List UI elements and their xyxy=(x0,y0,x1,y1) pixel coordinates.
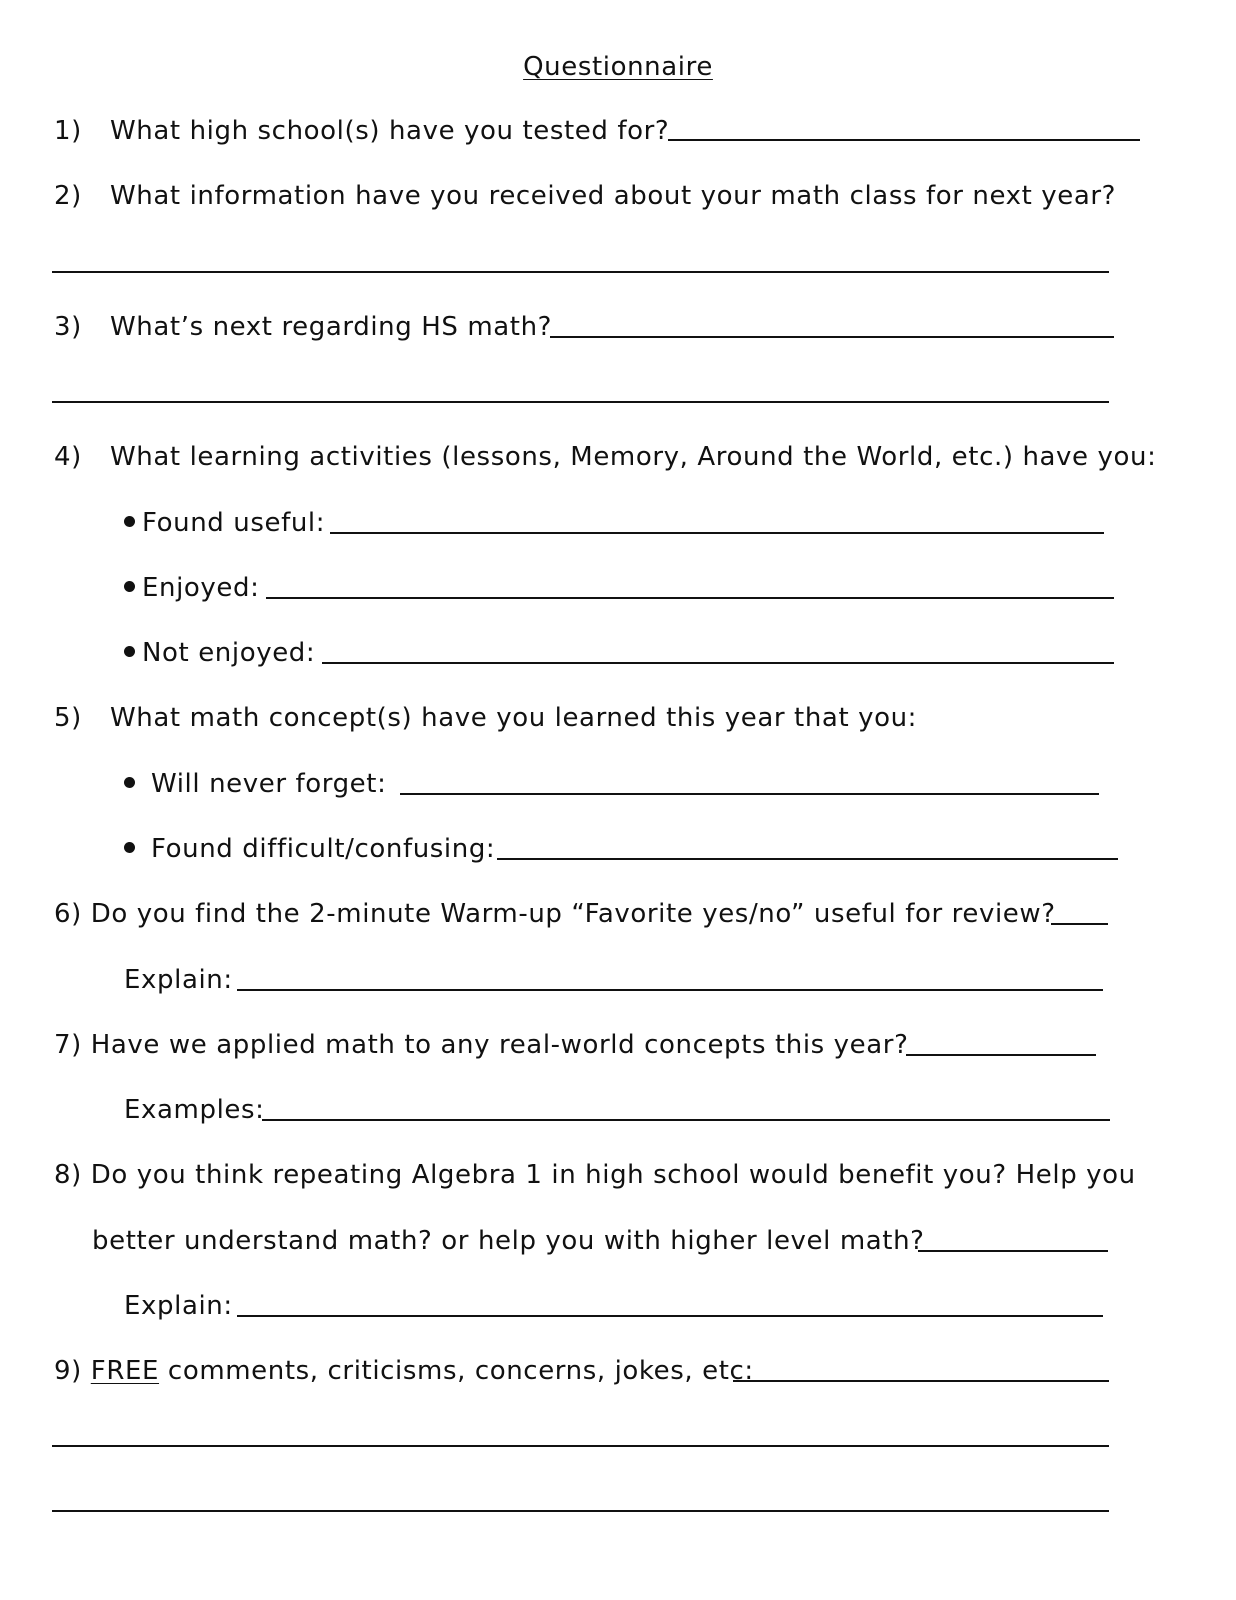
q6-explain-label: Explain: xyxy=(124,965,233,995)
answer-line-q3[interactable] xyxy=(550,336,1114,338)
bullet-icon xyxy=(124,842,135,853)
question-3-text: What’s next regarding HS math? xyxy=(110,312,553,342)
answer-line-q5-difficult[interactable] xyxy=(497,858,1118,860)
question-5-number: 5) xyxy=(54,703,82,733)
free-word: FREE xyxy=(90,1356,160,1386)
question-1-number: 1) xyxy=(54,116,82,146)
q4-bullet-not-enjoyed xyxy=(124,638,315,668)
question-9-number: 9) xyxy=(54,1356,82,1386)
answer-line-q1[interactable] xyxy=(668,139,1140,141)
question-1-text: What high school(s) have you tested for? xyxy=(110,116,670,146)
q5-bullet-difficult xyxy=(124,834,495,864)
answer-line-q4-found-useful[interactable] xyxy=(330,532,1104,534)
answer-line-q9-extra-1[interactable] xyxy=(52,1445,1109,1447)
answer-line-q7[interactable] xyxy=(906,1054,1096,1056)
answer-line-q4-enjoyed[interactable] xyxy=(266,597,1114,599)
question-2-text: What information have you received about your math class for next year? xyxy=(110,181,1117,211)
q5-bullet-label: Found difficult/confusing: xyxy=(151,834,496,864)
question-7-text: 7) Have we applied math to any real-world concepts this year? xyxy=(54,1030,909,1060)
answer-line-q5-never-forget[interactable] xyxy=(400,793,1099,795)
answer-line-q3-extra[interactable] xyxy=(52,401,1109,403)
q4-bullet-label: Not enjoyed: xyxy=(142,638,316,668)
q4-bullet-label: Enjoyed: xyxy=(142,573,260,603)
question-6-text: 6) Do you find the 2-minute Warm-up “Favorite yes/no” useful for review? xyxy=(54,899,1056,929)
answer-line-q9-extra-2[interactable] xyxy=(52,1510,1109,1512)
answer-line-q7-examples[interactable] xyxy=(262,1119,1110,1121)
q8-explain-label: Explain: xyxy=(124,1291,233,1321)
page-title: Questionnaire xyxy=(523,52,713,82)
question-4-text: What learning activities (lessons, Memory, Around the World, etc.) have you: xyxy=(110,442,1157,472)
q4-bullet-label: Found useful: xyxy=(142,508,326,538)
question-8-text-line-2: better understand math? or help you with higher level math? xyxy=(92,1226,925,1256)
answer-line-q4-not-enjoyed[interactable] xyxy=(322,662,1114,664)
question-3-number: 3) xyxy=(54,312,82,342)
bullet-icon xyxy=(124,646,135,657)
question-5-text: What math concept(s) have you learned this year that you: xyxy=(110,703,918,733)
q7-examples-label: Examples: xyxy=(124,1095,265,1125)
answer-line-q8-explain[interactable] xyxy=(237,1315,1103,1317)
bullet-icon xyxy=(124,581,135,592)
bullet-icon xyxy=(124,516,135,527)
question-4-number: 4) xyxy=(54,442,82,472)
answer-line-q9[interactable] xyxy=(733,1380,1109,1382)
question-9-text xyxy=(54,1356,754,1386)
answer-line-q6-explain[interactable] xyxy=(237,989,1103,991)
q5-bullet-never-forget xyxy=(124,769,386,799)
q4-bullet-enjoyed xyxy=(124,573,259,603)
answer-line-q8[interactable] xyxy=(918,1250,1108,1252)
q5-bullet-label: Will never forget: xyxy=(151,769,387,799)
question-9-label: comments, criticisms, concerns, jokes, etc: xyxy=(167,1356,754,1386)
q4-bullet-found-useful xyxy=(124,508,325,538)
bullet-icon xyxy=(124,777,135,788)
question-2-number: 2) xyxy=(54,181,82,211)
answer-line-q6[interactable] xyxy=(1051,923,1108,925)
question-8-text-line-1: 8) Do you think repeating Algebra 1 in high school would benefit you? Help you xyxy=(54,1160,1136,1190)
answer-line-q2[interactable] xyxy=(52,271,1109,273)
